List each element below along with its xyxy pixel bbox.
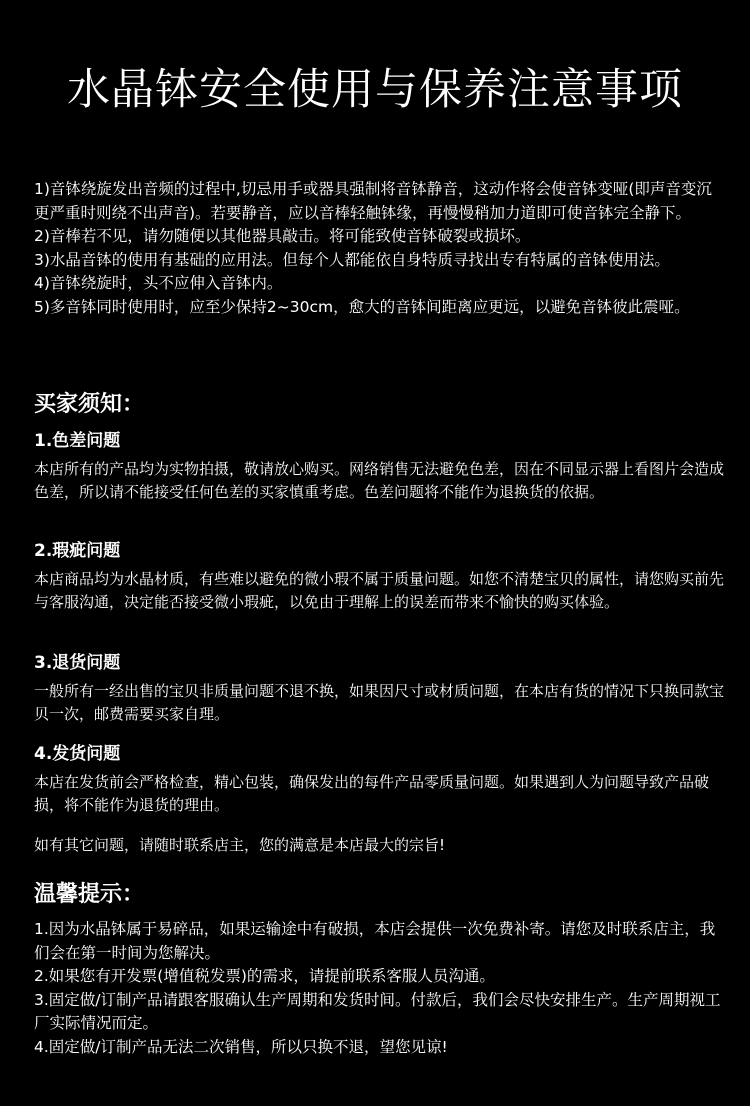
usage-note: 3)水晶音钵的使用有基础的应用法。但每个人都能依自身特质寻找出专有特属的音钵使用法。 <box>34 250 670 269</box>
closing-note: 如有其它问题，请随时联系店主，您的满意是本店最大的宗旨! <box>34 836 446 854</box>
tip-item: 3.固定做/订制产品请跟客服确认生产周期和发货时间。付款后，我们会尽快安排生产。生产周期视工厂实际情况而定。 <box>34 990 721 1032</box>
buyer-notice-heading: 买家须知： <box>34 392 145 417</box>
tip-item: 2.如果您有开发票(增值税发票)的需求，请提前联系客服人员沟通。 <box>34 967 495 985</box>
usage-notes-list <box>34 178 724 319</box>
section-color-difference <box>34 428 724 504</box>
usage-note: 4)音钵绕旋时，头不应伸入音钵内。 <box>34 274 283 292</box>
usage-note: 1)音钵绕旋发出音频的过程中,切忌用手或器具强制将音钵静音，这动作将会使音钵变哑(即声音变沉更严重时则绕不出声音)。若要静音，应以音棒轻触钵缘，再慢慢稍加力道即可使音钵完全静下。 <box>34 180 712 222</box>
section-body: 本店商品均为水晶材质，有些难以避免的微小瑕不属于质量问题。如您不清楚宝贝的属性，请您购买前先与客服沟通，决定能否接受微小瑕疵，以免由于理解上的误差而带来不愉快的购买体验。 <box>34 570 725 611</box>
section-flaws <box>34 538 724 614</box>
section-body: 本店在发货前会严格检查，精心包装，确保发出的每件产品零质量问题。如果遇到人为问题导致产品破损，将不能作为退货的理由。 <box>34 773 710 814</box>
section-title: 4.发货问题 <box>34 744 121 764</box>
section-returns <box>34 650 724 726</box>
section-title: 3.退货问题 <box>34 653 121 673</box>
section-title: 1.色差问题 <box>34 431 121 451</box>
section-body: 本店所有的产品均为实物拍摄，敬请放心购买。网络销售无法避免色差，因在不同显示器上看图片会造成色差，所以请不能接受任何色差的买家慎重考虑。色差问题将不能作为退换货的依据。 <box>34 460 725 501</box>
tips-list <box>34 918 724 1059</box>
tip-item: 4.固定做/订制产品无法二次销售，所以只换不退，望您见谅! <box>34 1037 448 1056</box>
tips-heading: 温馨提示： <box>34 882 145 907</box>
usage-note: 2)音棒若不见，请勿随便以其他器具敲击。将可能致使音钵破裂或损坏。 <box>34 227 531 245</box>
page-title: 水晶钵安全使用与保养注意事项 <box>67 65 683 115</box>
tip-item: 1.因为水晶钵属于易碎品，如果运输途中有破损，本店会提供一次免费补寄。请您及时联系店主，我们会在第一时间为您解决。 <box>34 920 716 962</box>
section-body: 一般所有一经出售的宝贝非质量问题不退不换，如果因尺寸或材质问题，在本店有货的情况下只换同款宝贝一次，邮费需要买家自理。 <box>34 682 725 723</box>
section-shipping <box>34 741 724 817</box>
usage-note: 5)多音钵同时使用时，应至少保持2~30cm，愈大的音钵间距离应更远，以避免音钵彼此震哑。 <box>34 297 690 316</box>
section-title: 2.瑕疵问题 <box>34 541 121 561</box>
